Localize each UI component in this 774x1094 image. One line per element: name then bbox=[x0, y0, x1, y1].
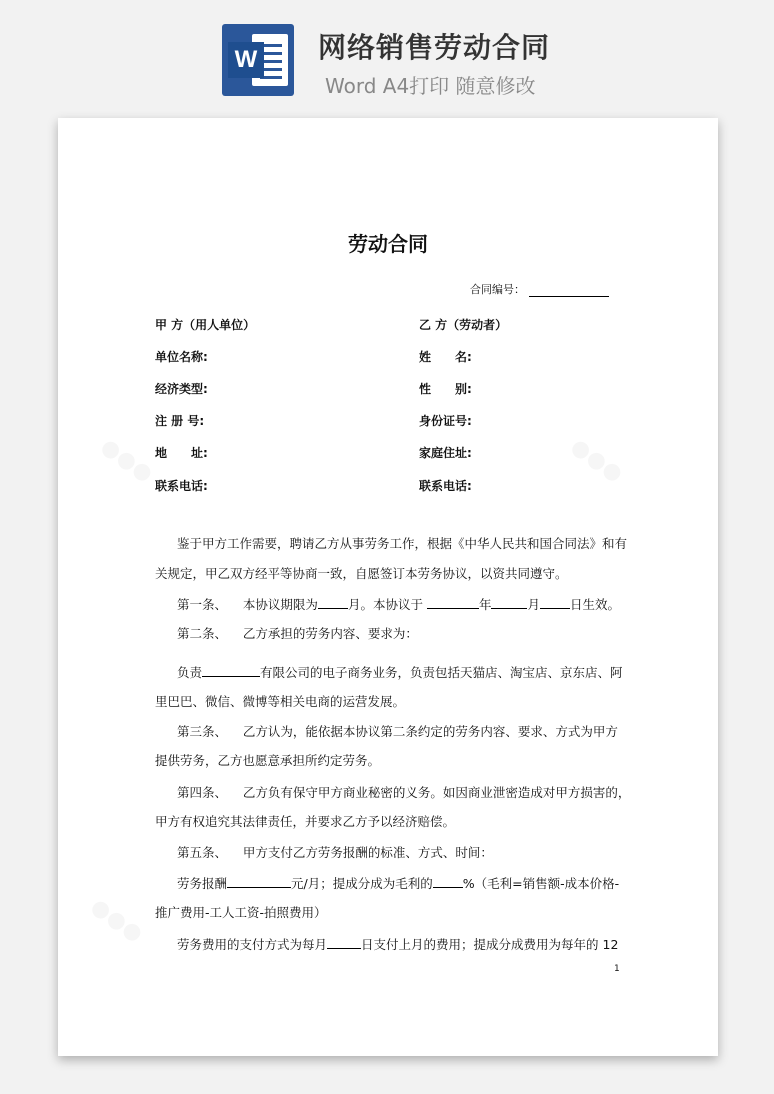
word-icon bbox=[222, 24, 294, 96]
article-4-label: 第四条、 bbox=[177, 785, 228, 800]
contract-number-blank bbox=[529, 286, 609, 297]
party-a-economic-type: 经济类型: bbox=[155, 382, 208, 396]
pay-text-3b: 日支付上月的费用；提成分成费用为每年的 12 bbox=[361, 937, 619, 952]
pay-text-b: 元/月；提成分成为毛利的 bbox=[291, 876, 433, 891]
article-1 bbox=[155, 591, 641, 619]
article-5 bbox=[155, 839, 641, 867]
party-b-id-number: 身份证号: bbox=[419, 414, 472, 428]
article-5-label: 第五条、 bbox=[177, 845, 228, 860]
article-4-line-2: 甲方有权追究其法律责任，并要求乙方予以经济赔偿。 bbox=[155, 814, 456, 829]
header-banner bbox=[0, 0, 774, 110]
party-a-address: 地 址: bbox=[155, 446, 208, 460]
article-5-text: 甲方支付乙方劳务报酬的标准、方式、时间： bbox=[242, 845, 493, 860]
pay-line-3 bbox=[155, 931, 641, 959]
article-2-text: 乙方承担的劳务内容、要求为： bbox=[242, 626, 418, 641]
party-a-phone: 联系电话: bbox=[155, 479, 208, 493]
blank-company bbox=[202, 662, 260, 677]
banner-subtitle: Word A4打印 随意修改 bbox=[325, 74, 536, 98]
contract-number-label: 合同编号： bbox=[470, 283, 525, 296]
document-page bbox=[58, 118, 718, 1056]
party-a-heading: 甲 方（用人单位） bbox=[155, 318, 256, 332]
party-b-phone: 联系电话: bbox=[419, 479, 472, 493]
duty-text-b: 有限公司的电子商务业务，负责包括天猫店、淘宝店、京东店、阿 bbox=[260, 665, 623, 680]
banner-title: 网络销售劳动合同 bbox=[318, 31, 551, 64]
contract-number bbox=[470, 281, 609, 297]
article-4 bbox=[155, 779, 641, 807]
party-a-company-name: 单位名称: bbox=[155, 350, 208, 364]
article-3-label: 第三条、 bbox=[177, 724, 228, 739]
blank-months bbox=[318, 594, 348, 609]
blank-commission bbox=[433, 873, 463, 888]
party-b-gender: 性 别: bbox=[419, 382, 472, 396]
pay-text-c: %（毛利=销售额-成本价格- bbox=[462, 876, 620, 891]
pay-line-2: 推广费用-工人工资-拍照费用） bbox=[155, 905, 327, 920]
article-3-line-2: 提供劳务，乙方也愿意承担所约定劳务。 bbox=[155, 753, 381, 768]
article-3 bbox=[155, 718, 641, 746]
article-1-label: 第一条、 bbox=[177, 597, 228, 612]
party-a-registration-no: 注 册 号: bbox=[155, 414, 205, 428]
blank-day bbox=[540, 594, 570, 609]
article-4-line-1: 乙方负有保守甲方商业秘密的义务。如因商业泄密造成对甲方损害的， bbox=[242, 785, 631, 800]
article-2 bbox=[155, 620, 641, 648]
pay-text-3a: 劳务费用的支付方式为每月 bbox=[177, 937, 328, 952]
article-2-label: 第二条、 bbox=[177, 626, 228, 641]
duty-line-1 bbox=[155, 659, 641, 687]
article-1-text-b: 月。本协议于 bbox=[347, 597, 423, 612]
duty-line-2: 里巴巴、微信、微博等相关电商的运营发展。 bbox=[155, 694, 406, 709]
page-number: 1 bbox=[614, 964, 620, 974]
duty-text-a: 负责 bbox=[177, 665, 203, 680]
article-1-text-d: 月 bbox=[527, 597, 540, 612]
pay-line-1 bbox=[155, 870, 641, 898]
article-1-text-e: 日生效。 bbox=[569, 597, 620, 612]
intro-line-1: 鉴于甲方工作需要，聘请乙方从事劳务工作，根据《中华人民共和国合同法》和有 bbox=[177, 536, 628, 551]
blank-pay-day bbox=[327, 934, 361, 949]
party-b-name: 姓 名: bbox=[419, 350, 472, 364]
word-icon-letter: W bbox=[228, 42, 264, 78]
party-b-home-address: 家庭住址: bbox=[419, 446, 472, 460]
article-3-line-1: 乙方认为，能依据本协议第二条约定的劳务内容、要求、方式为甲方 bbox=[242, 724, 618, 739]
pay-text-a: 劳务报酬 bbox=[177, 876, 228, 891]
document-title: 劳动合同 bbox=[348, 232, 428, 256]
blank-salary bbox=[227, 873, 291, 888]
intro-line-2: 关规定，甲乙双方经平等协商一致，自愿签订本劳务协议，以资共同遵守。 bbox=[155, 566, 568, 581]
article-1-text-c: 年 bbox=[478, 597, 492, 612]
party-b-heading: 乙 方（劳动者） bbox=[419, 318, 508, 332]
blank-year bbox=[427, 594, 479, 609]
article-1-text-a: 本协议期限为 bbox=[242, 597, 318, 612]
blank-month bbox=[491, 594, 527, 609]
